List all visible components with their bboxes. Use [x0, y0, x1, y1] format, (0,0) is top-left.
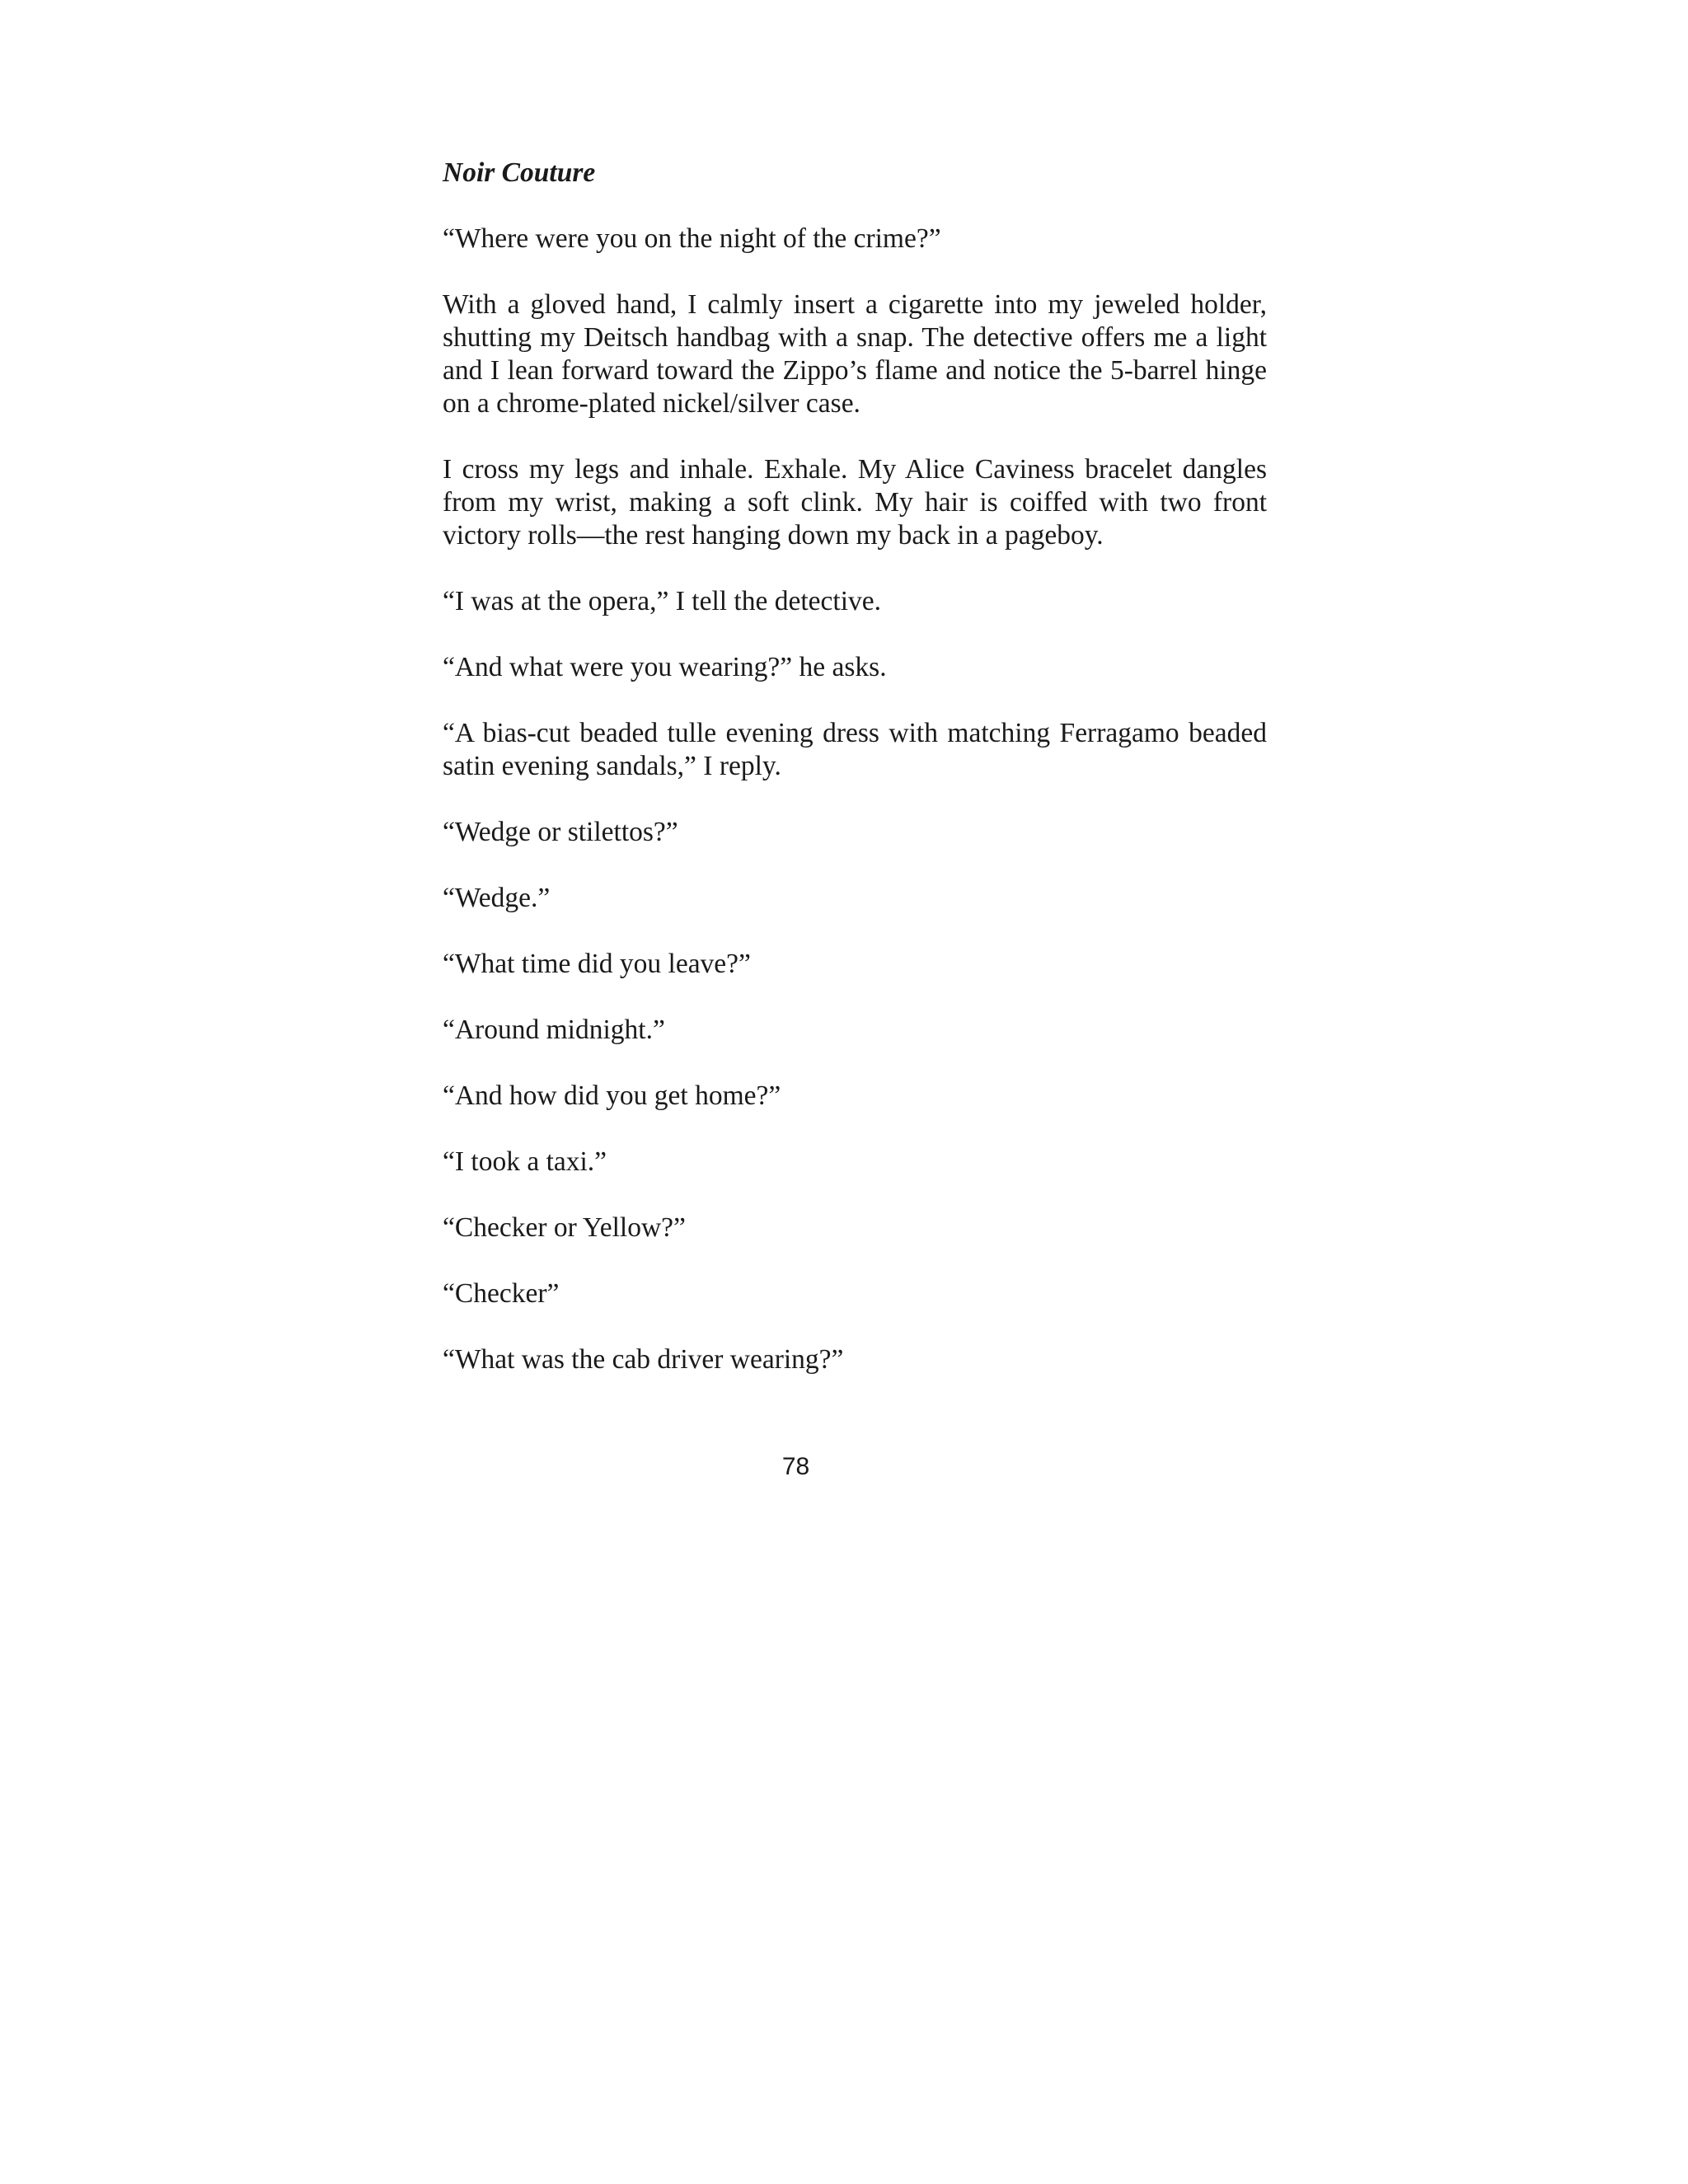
- paragraph: I cross my legs and inhale. Exhale. My Alice Caviness bracelet dangles from my wrist, making a soft clink. My hair is coiffed with two front victory rolls—the rest hanging down my back in a pageboy.: [443, 454, 1267, 551]
- paragraph: “Wedge.”: [443, 883, 551, 913]
- paragraph: “Checker”: [443, 1278, 560, 1309]
- paragraph: “Around midnight.”: [443, 1015, 665, 1045]
- paragraph: “What was the cab driver wearing?”: [443, 1344, 844, 1375]
- paragraph: “A bias-cut beaded tulle evening dress with matching Ferragamo beaded satin evening sandals,” I reply.: [443, 718, 1267, 781]
- story-title: Noir Couture: [443, 157, 596, 188]
- paragraph: “What time did you leave?”: [443, 949, 751, 979]
- paragraph: “I was at the opera,” I tell the detective.: [443, 586, 882, 616]
- paragraph: “Checker or Yellow?”: [443, 1212, 686, 1243]
- paragraph: “Wedge or stilettos?”: [443, 817, 678, 847]
- story-text-block: [443, 157, 1267, 1376]
- paragraph: “And what were you wearing?” he asks.: [443, 652, 887, 682]
- paragraph: “Where were you on the night of the crime?”: [443, 223, 941, 254]
- paragraph: With a gloved hand, I calmly insert a cigarette into my jeweled holder, shutting my Deitsch handbag with a snap. The detective offers me a light and I lean forward toward the Zippo’s flame and notice the 5-barrel hinge on a chrome-plated nickel/silver case.: [443, 289, 1267, 419]
- page-number: 78: [781, 1453, 810, 1480]
- paragraph: “I took a taxi.”: [443, 1146, 607, 1177]
- paragraph: “And how did you get home?”: [443, 1080, 781, 1111]
